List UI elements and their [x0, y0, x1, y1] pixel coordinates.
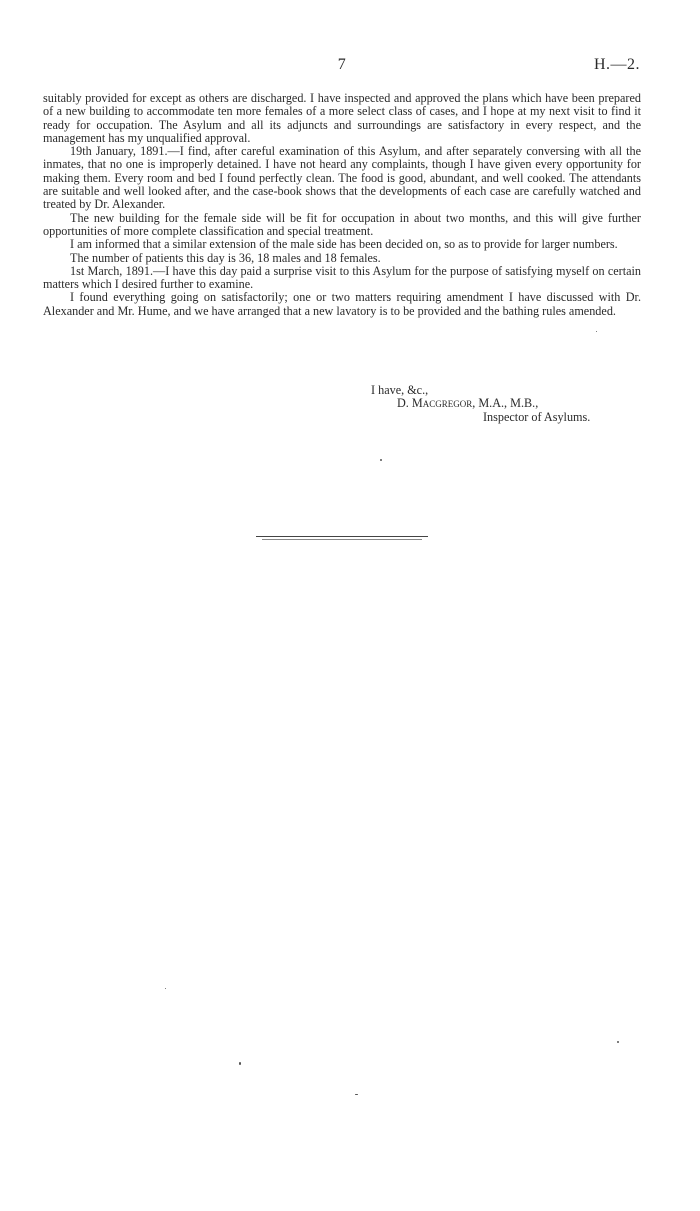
signature-closing: I have, &c., [371, 383, 429, 397]
signatory-title: Inspector of Asylums. [483, 409, 591, 424]
paragraph-male-extension: I am informed that a similar extension of the male side has been decided on, so as to provide for larger numbers. [70, 237, 618, 252]
signatory-name: D. Macgregor, M.A., M.B., [397, 396, 539, 411]
document-reference: H.—2. [593, 56, 640, 73]
paragraph-amendments: I found everything going on satisfactorily; one or two matters requiring amendment I have discussed with Dr. Alexander and Mr. Hume, and we have arranged that a new lavatory is to be provided and the bathing rules amended. [43, 290, 641, 318]
signature-block [43, 384, 641, 424]
paragraph-continuation: suitably provided for except as others are discharged. I have inspected and approved the plans which have been prepared of a new building to accommodate ten more females of a more select class of cases, and I hope at my next visit to find it ready for occupation. The Asylum and all its adjuncts and surroundings are satisfactory in every respect, and the management has my unqualified approval. [43, 91, 641, 145]
scan-speck [239, 1062, 241, 1065]
report-body [43, 92, 641, 318]
scan-speck [617, 1041, 619, 1043]
section-divider-secondary [262, 539, 422, 540]
paragraph-patient-count: The number of patients this day is 36, 18 males and 18 females. [70, 250, 381, 265]
scan-speck [380, 459, 382, 461]
paragraph-march-visit: 1st March, 1891.—I have this day paid a surprise visit to this Asylum for the purpose of satisfying myself on certain matters which I desired further to examine. [43, 263, 641, 292]
scan-speck [596, 331, 597, 332]
page-number: 7 [337, 56, 347, 73]
paragraph-january-visit: 19th January, 1891.—I find, after careful examination of this Asylum, and after separately conversing with all the inmates, that no one is improperly detained. I have not heard any complaints, though I have given every opportunity for making them. Every room and bed I found perfectly clean. The food is good, abundant, and well cooked. The attendants are suitable and well looked after, and the case-book shows that the developments of each case are carefully watched and treated by Dr. Alexander. [43, 144, 641, 212]
paragraph-female-building: The new building for the female side will be fit for occupation in about two months, and this will give further opportunities of more complete classification and special treatment. [43, 210, 641, 238]
scan-speck [355, 1094, 358, 1095]
section-divider [256, 536, 428, 537]
scan-speck [165, 988, 166, 989]
